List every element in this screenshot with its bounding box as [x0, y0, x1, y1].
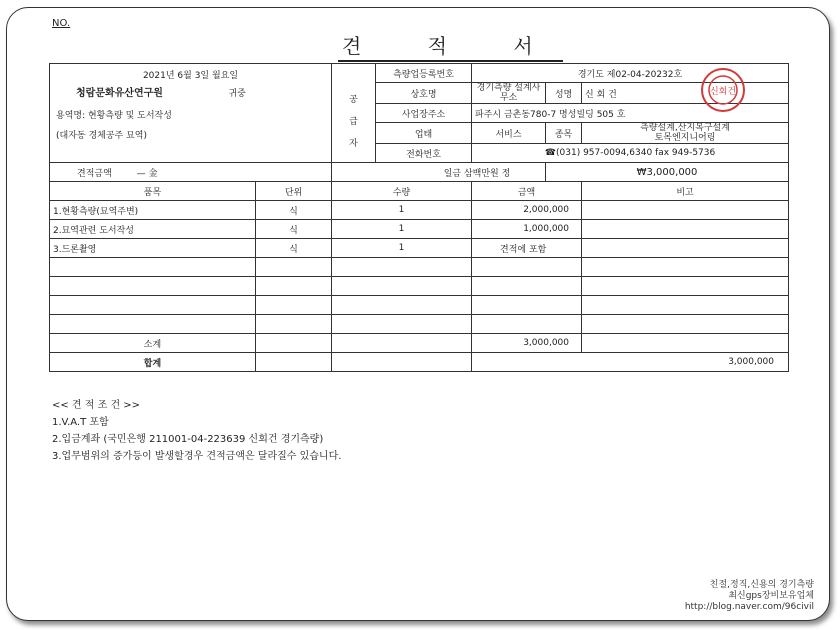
document-number-label: NO. [52, 18, 71, 29]
col-header-item: 품목 [50, 182, 256, 201]
item-amount: 1,000,000 [472, 220, 582, 239]
condition-line-1: 1.V.A.T 포함 [52, 417, 109, 428]
item-note [582, 296, 789, 315]
subtotal-amount: 3,000,000 [472, 334, 582, 353]
client-honorific: 귀중 [228, 89, 246, 99]
amount-label-cell [50, 163, 332, 182]
item-amount [472, 277, 582, 296]
document-title: 견 적 서 [338, 30, 563, 62]
item-unit: 식 [256, 220, 332, 239]
quote-date: 2021년 6월 3일 월요일 [142, 71, 239, 81]
item-unit [256, 315, 332, 334]
reg-label: 측량업등록번호 [376, 64, 472, 83]
item-unit: 식 [256, 201, 332, 220]
col-header-unit: 단위 [256, 182, 332, 201]
item-note [582, 220, 789, 239]
conditions-block [52, 397, 341, 465]
item-unit [256, 258, 332, 277]
table-row [50, 239, 789, 258]
table-row [50, 296, 789, 315]
supplier-char-3: 자 [349, 139, 358, 149]
supplier-char-2: 급 [349, 117, 358, 127]
table-row [50, 315, 789, 334]
footer-block [685, 580, 814, 613]
address-value: 파주시 금촌동780-7 명성빌딩 505 호 [472, 104, 789, 123]
company-value [472, 83, 546, 104]
total-label: 합계 [50, 353, 256, 372]
col-header-note: 비고 [582, 182, 789, 201]
conditions-heading: << 견 적 조 건 >> [52, 400, 141, 411]
item-name [50, 258, 256, 277]
item-qty: 1 [332, 201, 472, 220]
item-name: 3.드론촬영 [50, 239, 256, 258]
item-qty [332, 277, 472, 296]
item-note [582, 239, 789, 258]
phone-label: 전화번호 [376, 144, 472, 163]
company-label: 상호명 [376, 83, 472, 104]
item-name [50, 315, 256, 334]
item-amount: 2,000,000 [472, 201, 582, 220]
item-amount [472, 315, 582, 334]
client-name: 청람문화유산연구원 [76, 88, 163, 99]
footer-equipment: 최신gps장비보유업체 [728, 591, 814, 601]
rep-value: 신 회 건 [582, 83, 789, 104]
amount-korean: 일금 삼백만원 정 [332, 163, 546, 182]
item-qty [332, 315, 472, 334]
item-value-line2: 토목엔지니어링 [654, 133, 716, 143]
table-row [50, 201, 789, 220]
item-name [50, 277, 256, 296]
total-qty-cell [332, 353, 472, 372]
item-value [582, 123, 789, 144]
condition-line-3: 3.업무범위의 증가등이 발생할경우 견적금액은 달라질수 있습니다. [52, 451, 342, 462]
total-amount: 3,000,000 [472, 353, 789, 372]
table-row [50, 258, 789, 277]
amount-numeric: ₩3,000,000 [546, 163, 789, 182]
subtotal-note-cell [582, 334, 789, 353]
item-label: 종목 [546, 123, 582, 144]
item-name [50, 296, 256, 315]
item-qty [332, 258, 472, 277]
item-name: 2.묘역관련 도서작성 [50, 220, 256, 239]
table-row [50, 277, 789, 296]
footer-blog-link[interactable]: http://blog.naver.com/96civil [684, 602, 814, 612]
item-unit: 식 [256, 239, 332, 258]
reg-value: 경기도 제02-04-20232호 [472, 64, 789, 83]
business-label: 업태 [376, 123, 472, 144]
rep-label: 성명 [546, 83, 582, 104]
business-value: 서비스 [472, 123, 546, 144]
condition-line-2: 2.입금계좌 (국민은행 211001-04-223639 신회건 경기측량) [52, 434, 324, 445]
subtotal-label: 소계 [50, 334, 256, 353]
client-block [50, 64, 332, 163]
phone-value: ☎(031) 957-0094,6340 fax 949-5736 [472, 144, 789, 163]
item-qty: 1 [332, 239, 472, 258]
item-value-line1: 측량설계,산지복구설계 [640, 123, 730, 133]
item-amount [472, 296, 582, 315]
item-amount: 견적에 포함 [472, 239, 582, 258]
item-note [582, 201, 789, 220]
supplier-vertical-label [332, 64, 376, 163]
estimate-table [49, 63, 789, 372]
footer-slogan: 친절,정직,신용의 경기측량 [709, 580, 814, 590]
address-label: 사업장주소 [376, 104, 472, 123]
item-amount [472, 258, 582, 277]
item-qty: 1 [332, 220, 472, 239]
item-note [582, 277, 789, 296]
total-unit-cell [256, 353, 332, 372]
table-row [50, 220, 789, 239]
service-name: 용역명: 현황측량 및 도서작성 [56, 111, 172, 121]
col-header-amount: 금액 [472, 182, 582, 201]
item-note [582, 315, 789, 334]
service-note: (대자동 경체공주 묘역) [56, 131, 147, 141]
amount-label: 견적금액 [77, 168, 112, 179]
col-header-qty: 수량 [332, 182, 472, 201]
item-name: 1.현황측량(묘역주변) [50, 201, 256, 220]
seal-text: 신회건 [709, 87, 737, 97]
client-name-row [56, 84, 325, 104]
supplier-char-1: 공 [349, 95, 358, 105]
subtotal-unit-cell [256, 334, 332, 353]
item-unit [256, 296, 332, 315]
company-seal-stamp [700, 67, 746, 113]
item-note [582, 258, 789, 277]
company-value-text: 경기측량 설계사무소 [476, 83, 541, 103]
subtotal-qty-cell [332, 334, 472, 353]
item-qty [332, 296, 472, 315]
amount-dash: — 金 [136, 168, 158, 179]
item-unit [256, 277, 332, 296]
